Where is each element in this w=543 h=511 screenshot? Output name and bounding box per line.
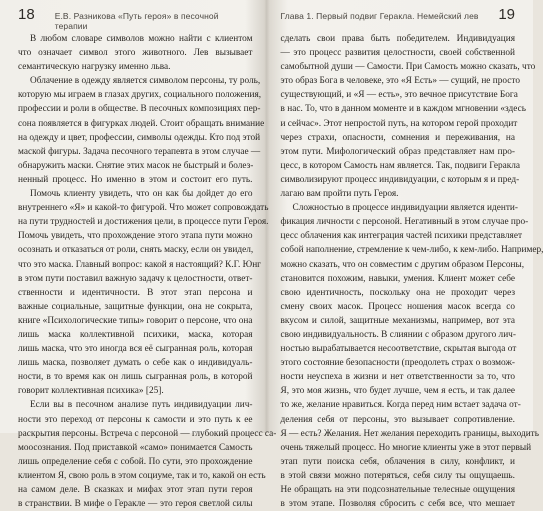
text-line: маской фигуры. Задача песочного терапевта в этом случае —	[18, 146, 261, 157]
text-line: Я, это моя жизнь, что будет лучше, чем я есть, и так далее	[280, 386, 515, 397]
text-line: Помочь увидеть, что прохождение этого этапа пути можно	[18, 231, 253, 242]
text-line: ности это переход от персоны к самости и это путь к ее	[18, 414, 253, 425]
text-line: ственности и идентичности. В этот этап персона и	[18, 287, 253, 298]
text-line: ностью вырабатывается несоответствие, скрытая выгода от	[280, 344, 517, 355]
text-line: вкусом и силой, защитные механизмы, например, вот эта	[280, 315, 515, 326]
text-line: которую мы играем в глазах других, социального положения,	[18, 90, 262, 101]
text-line: смену своих масок. Процесс ношения масок всегда со	[280, 301, 515, 312]
right-page	[267, 0, 543, 510]
text-line: Я — есть? Желания. Нет желания переходить границы, выходить	[280, 428, 539, 439]
text-line: сделать свои права быть победителем. Индивидуация	[280, 34, 515, 44]
text-line: в странствии. В мифе о Геракле — это героя светлой силы	[18, 499, 253, 510]
text-line: цесс облачения как интеграция частей психики представляет	[280, 231, 523, 242]
text-line: Если вы в песочном анализе путь индивидуации лич-	[30, 400, 253, 411]
text-line: в этом пути поставил важную задачу к целостности, ответ-	[18, 273, 253, 284]
text-line: лишь определение себя с собой. По сути, это прохождение	[18, 456, 253, 467]
text-line: говорит коллективная психика» [25].	[18, 386, 164, 397]
text-line: на самом деле. В сказках и мифах этот этап пути героя	[18, 485, 253, 495]
text-line: это образ Бога в человеке, это «Я Есть» — сущий, не просто	[280, 76, 520, 87]
text-line: свою идентичность, поскольку она не проходит через	[280, 287, 515, 298]
running-head: Е.В. Разникова «Путь героя» в песочной терапии	[54, 11, 219, 31]
text-line: этом пути. Мифологический образ представляет нам про-	[280, 146, 515, 157]
text-line: фикация личности с персоной. Негативный в этом случае про-	[280, 217, 529, 228]
text-line: клиентом Я, свою роль в этом социуме, так и то, какой он есть	[18, 470, 266, 481]
text-line: осознать и отказаться от роли, снять маску, если он увидел,	[18, 245, 254, 256]
text-line: самобытной души — Самости. При Самость можно сказать, что	[280, 62, 536, 73]
text-line: то же, желание нравиться. Когда перед ним встает задача от-	[280, 400, 521, 411]
text-line: в нас. То, что в данном моменте и в каждом мгновении «здесь	[280, 104, 526, 115]
left-page-header	[18, 6, 253, 31]
text-line: что означает символ этого животного. Лев вызывает	[18, 48, 253, 59]
text-line: раскрытия персоны. Встреча с персоной — глубокий процесс са-	[18, 428, 277, 439]
text-line: становится похожим, навыки, умения. Клиент может себе	[280, 273, 515, 284]
text-line: можно сказать, что он совместим с другим образом Персоны,	[280, 259, 525, 270]
page-number: 18	[18, 6, 35, 23]
text-line: Помочь клиенту увидеть, что он как бы дойдет до его	[30, 189, 253, 200]
text-line: через страхи, опасности, сомнения и переживания, на	[280, 132, 515, 143]
text-line: В любом словаре символов можно найти с клиентом	[30, 34, 253, 44]
text-line: символизируют процесс индивидуации, с которым я и пред-	[280, 174, 520, 185]
text-line: цесс, в котором Самость нам является. Так, подвиги Геракла	[280, 160, 521, 171]
text-line: существующий, и «Я — есть», это вечное присутствие Бога	[280, 90, 518, 101]
text-line: что это маска. Главный вопрос: какой я настоящий? К.Г. Юнг	[18, 259, 261, 270]
text-line: лишь маска, что это иногда вся её сыгранная роль, которая	[18, 344, 253, 355]
text-line: свою индивидуальность. В слиянии с образом другого лич-	[280, 329, 516, 340]
right-page-body	[280, 32, 543, 511]
text-line: в этом этапе. Позволяя сбросить с себя все, что мешает	[280, 499, 515, 510]
text-line: внутреннего «Я» и какой-то фигурой. Что может сопровождать	[18, 203, 269, 214]
text-line: на одежду и цвет, профессии, символы одежды. Кто под этой	[18, 132, 261, 143]
text-line: ненный процесс. Но именно в этом и состоит его путь.	[18, 174, 253, 185]
text-line: очень тяжелый процесс. Но многие клиенты уже в этот первый	[280, 442, 532, 453]
text-line: лагаю вам пройти путь Героя.	[280, 189, 399, 200]
text-line: деления себя от персоны, это вызывает сопротивление.	[280, 414, 515, 425]
text-line: лишь маска коллективной психики, маска, которая	[18, 329, 253, 340]
text-line: книге «Психологические типы» говорит о персоне, что она	[18, 315, 253, 326]
text-line: ности, в то время как он лишь сыгранная роль, в которой	[18, 372, 253, 383]
text-line: важные социальные, защитные функции, она не сокрыта,	[18, 301, 253, 312]
text-line: — это процесс развития целостности, своей собственной	[280, 48, 515, 59]
text-line: сона появляется в фигурках людей. Стоит обращать внимание	[18, 118, 265, 129]
text-line: Облачение в одежду является символом персоны, ту роль,	[30, 76, 261, 87]
text-line: Сложностью в процессе индивидуации является иденти-	[292, 203, 518, 214]
text-line: и сейчас». Этот непростой путь, на котором герой проходит	[280, 118, 518, 129]
text-line: ности неуспеха в жизни и нет ответственности за то, что	[280, 372, 515, 383]
running-head: Глава 1. Первый подвиг Геракла. Немейский лев	[280, 11, 479, 21]
text-line: этого состояние безопасности (преодолеть страх о возмож-	[280, 358, 515, 369]
text-line: в этой связи можно потеряться, себя силу ты ощущаешь.	[280, 470, 515, 481]
text-line: лишь маска, позволяет думать о себе как о индивидуаль-	[18, 358, 253, 369]
left-page-body	[18, 32, 277, 511]
text-line: Не обращать на эти подсознательные телесные ощущения	[280, 485, 515, 495]
text-line: семантическую нагрузку именно льва.	[18, 62, 171, 73]
text-line: на пути трудностей и достижения цели, в процессе пути Героя.	[18, 217, 269, 228]
right-page-header	[281, 6, 516, 28]
page-number: 19	[498, 6, 515, 23]
text-line: профессии и роли в обществе. В песочных композициях пер-	[18, 104, 261, 115]
text-line: собой наполнение, стремление к чем-либо, к кем-либо. Например,	[280, 245, 543, 256]
text-line: моосознания. Под приставкой «само» понимается Самость	[18, 442, 253, 453]
text-line: обнаружить маски. Снятие этих масок не быстрый и болез-	[18, 160, 254, 171]
text-line: этап пути поиска себя, облачения в силу, конфликт, и	[280, 456, 515, 467]
